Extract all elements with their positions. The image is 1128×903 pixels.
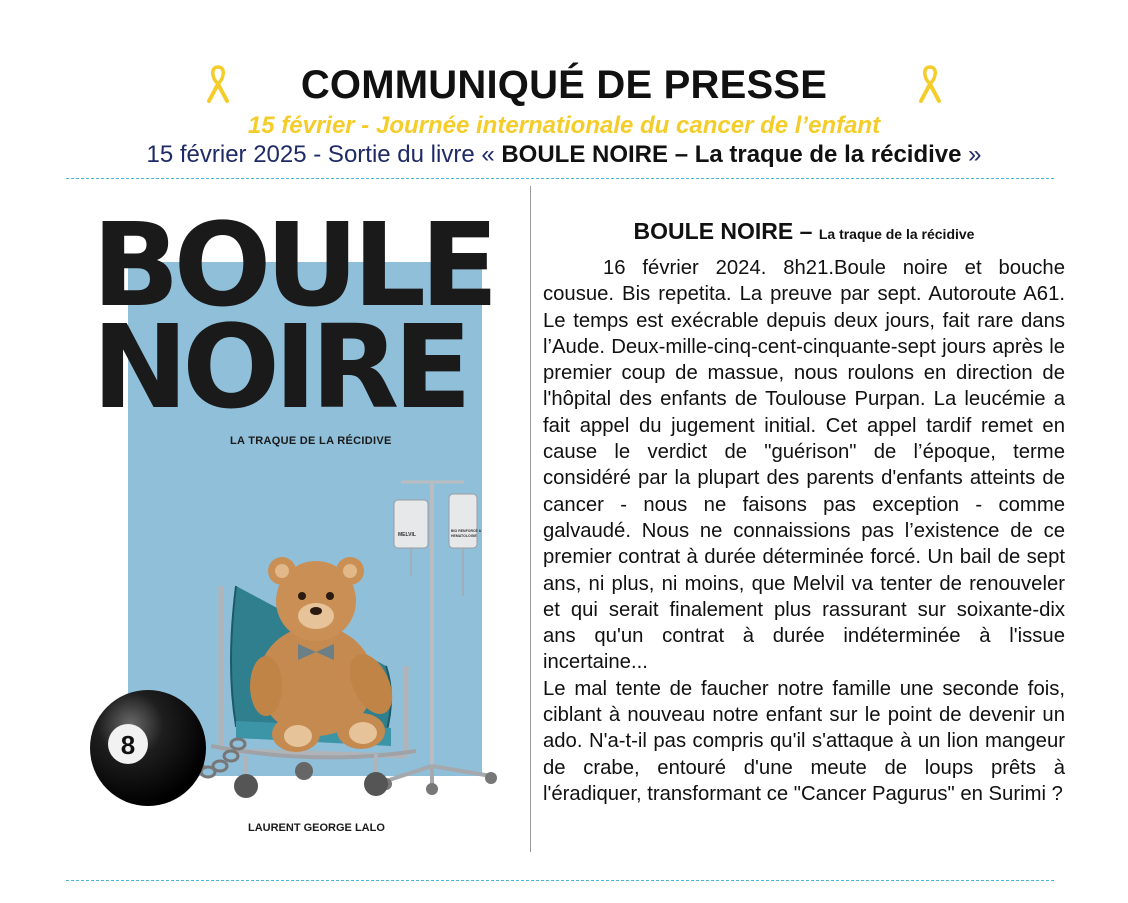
release-line <box>0 141 1128 169</box>
article-heading <box>543 218 1065 245</box>
release-date-prefix: 15 février 2025 - Sortie du livre « <box>146 141 502 168</box>
column-divider <box>530 186 531 852</box>
top-divider <box>66 178 1054 179</box>
iv-stand-icon <box>380 482 497 795</box>
article-paragraph: 16 février 2024. 8h21.Boule noire et bouche cousue. Bis repetita. La preuve par sept. Autoroute A61. Le temps est exécrable depuis deux jours, fait rare dans l’Aude. Deux-mille-cinq-cent-cinquante-sept jours après le premier coup de massue, nous roulons en direction de l'hôpital des enfants de Toulouse Purpan. La leucémie a fait appel du jugement initial. Cet appel tardif remet en cause le verdict de "guérison" de l’époque, terme considéré par la plupart des parents d'enfants atteints de cancer - nous ne faisons pas exception - comme galvaudé. Nous ne connaissions pas l’existence de ce premier contrat à durée déterminée forcé. Un bail de sept ans, ni plus, ni moins, que Melvil va tenter de renouveler et qui serait finalement plus rassurant sur soixante-dix ans qu'un contrat à durée indéterminée à l'issue incertaine... <box>543 257 1065 674</box>
article <box>543 218 1065 807</box>
svg-text:8: 8 <box>120 730 136 760</box>
svg-text:MELVIL: MELVIL <box>398 532 416 538</box>
release-book-title: BOULE NOIRE – La traque de la récidive <box>501 141 962 168</box>
svg-text:BIO RENFORCÉ &: BIO RENFORCÉ & <box>451 529 482 533</box>
bottom-divider <box>66 880 1054 881</box>
cover-illustration <box>86 466 516 816</box>
page-title: COMMUNIQUÉ DE PRESSE <box>300 63 828 107</box>
article-paragraph: Le mal tente de faucher notre famille une seconde fois, ciblant à nouveau notre enfant sur le point de devenir un ado. N'a-t-il pas compris qu'il s'attaque à un lion mangeur de crabe, entouré d'une meute de loups prêts à l'éradiquer, transformant ce "Cancer Pagurus" en Surimi ? <box>543 677 1065 805</box>
cover-author: LAURENT GEORGE LALO <box>248 822 385 834</box>
book-cover <box>86 196 516 846</box>
article-heading-main: BOULE NOIRE – <box>633 218 819 244</box>
article-heading-small: La traque de la récidive <box>818 226 975 242</box>
cover-title-line1: BOULE <box>92 199 493 333</box>
svg-text:HEMATOLOGIE: HEMATOLOGIE <box>451 534 477 538</box>
cover-subtitle: LA TRAQUE DE LA RÉCIDIVE <box>230 435 392 447</box>
release-date-suffix: » <box>961 141 982 168</box>
event-subtitle: 15 février - Journée internationale du cancer de l’enfant <box>247 112 881 139</box>
eight-ball-icon <box>90 690 206 806</box>
cover-title-line2: NOIRE <box>92 301 466 435</box>
